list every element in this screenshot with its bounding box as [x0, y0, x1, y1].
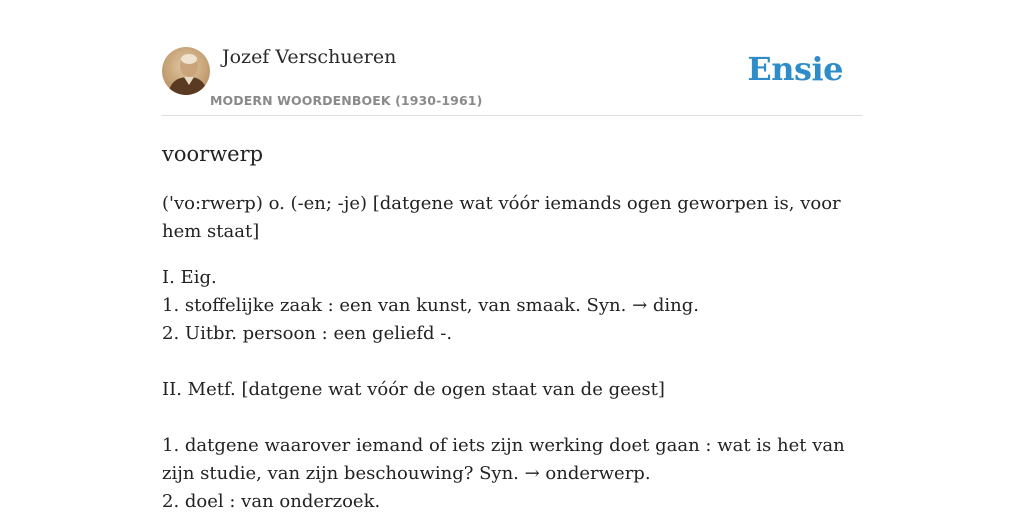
definition-item: 2. Uitbr. persoon : een geliefd -.	[162, 323, 453, 344]
headword: voorwerp	[162, 142, 264, 166]
ensie-logo[interactable]: Ensie	[747, 50, 843, 88]
definition-item: 1. datgene waarover iemand of iets zijn werking doet gaan : wat is het van zijn studie, van zijn beschouwing? Syn. → onderwerp.	[162, 435, 845, 484]
definition-item: 2. doel : van onderzoek.	[162, 491, 381, 512]
entry-header	[162, 44, 862, 116]
definition-item: 1. stoffelijke zaak : een van kunst, van smaak. Syn. → ding.	[162, 295, 700, 316]
dictionary-entry	[162, 138, 862, 512]
author-name[interactable]: Jozef Verschueren	[222, 46, 397, 68]
source-label[interactable]: MODERN WOORDENBOEK (1930-1961)	[210, 93, 483, 108]
spacer	[162, 404, 862, 432]
definition-section-heading: I. Eig.	[162, 267, 217, 288]
pronunciation-etymology: ('vo:rwerp) o. (-en; -je) [datgene wat vóór iemands ogen geworpen is, voor hem staat]	[162, 193, 841, 242]
author-portrait-icon	[162, 47, 210, 95]
spacer	[162, 348, 862, 376]
definitions	[162, 264, 862, 512]
author-avatar[interactable]	[162, 47, 210, 95]
definition-section-heading: II. Metf. [datgene wat vóór de ogen staat van de geest]	[162, 379, 665, 400]
